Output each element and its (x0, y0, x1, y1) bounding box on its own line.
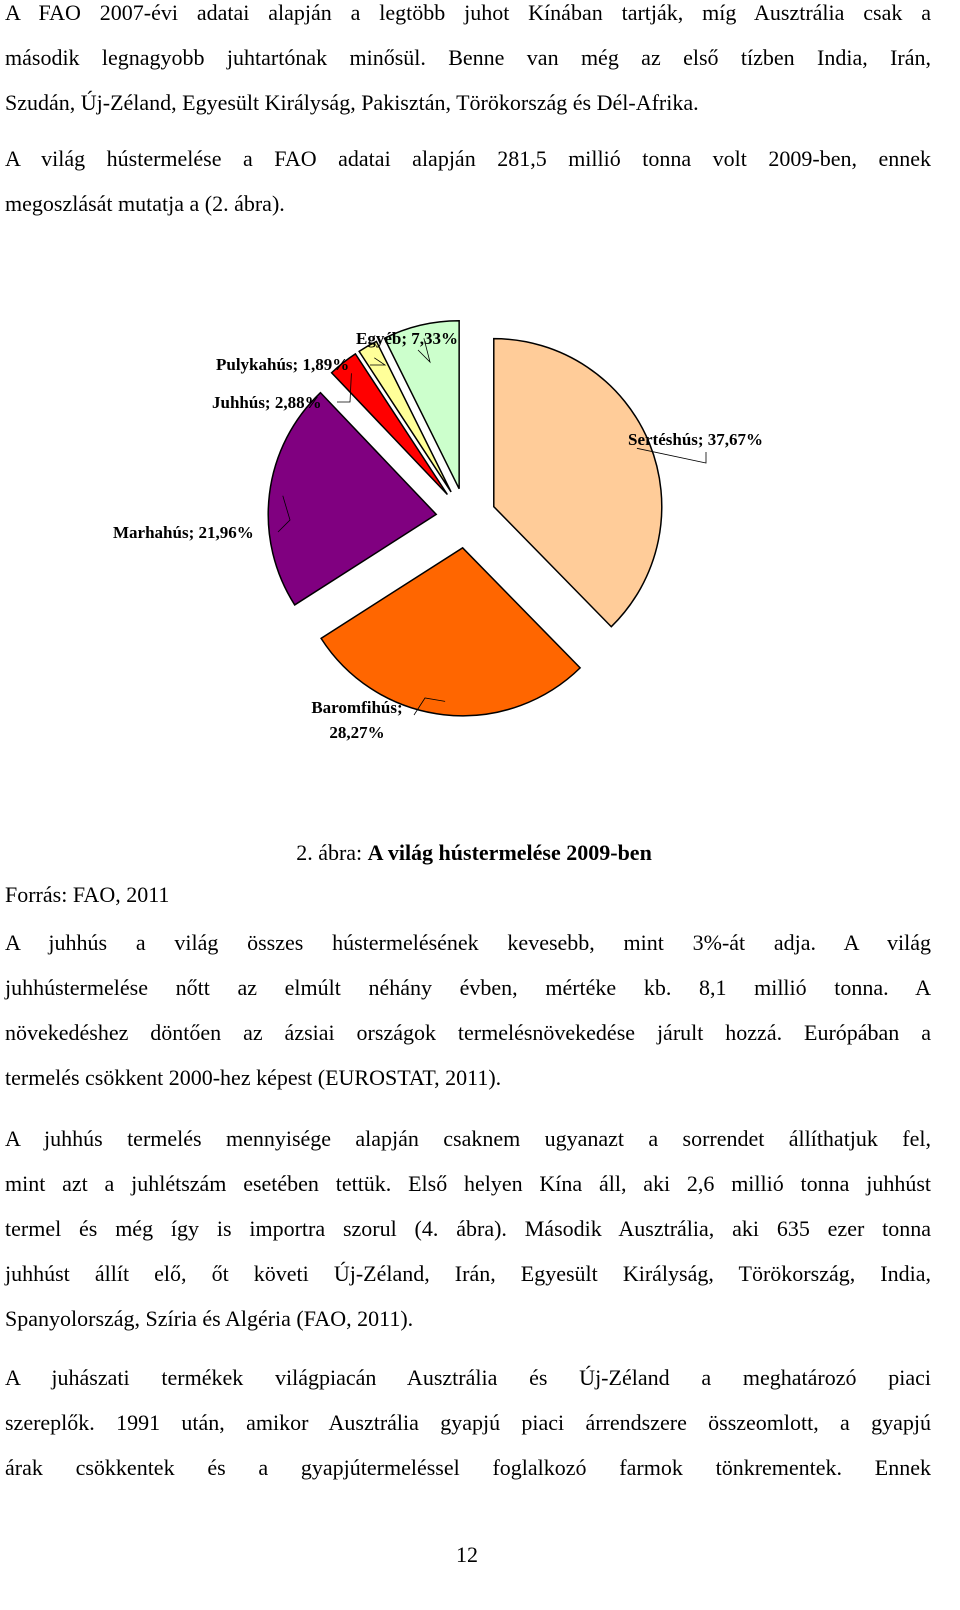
paragraph-world-market (5, 1355, 931, 1490)
text-line: megoszlását mutatja a (2. ábra). (5, 191, 285, 216)
pie-label-baromfihús: Baromfihús; (311, 698, 403, 717)
text-line: Szudán, Új-Zéland, Egyesült Királyság, Pakisztán, Törökország és Dél-Afrika. (5, 90, 699, 115)
pie-slices (268, 321, 662, 716)
text-line: Spanyolország, Szíria és Algéria (FAO, 2011). (5, 1306, 414, 1331)
meat-production-pie-chart (0, 300, 960, 760)
figure-caption (254, 840, 694, 866)
pie-slice-baromfihús (321, 548, 580, 716)
paragraph-sheep-stock (5, 0, 931, 125)
paragraph-lamb-ranking (5, 1116, 931, 1341)
caption-prefix: 2. ábra: (296, 840, 368, 865)
pie-label-baromfihús-value: 28,27% (329, 723, 385, 742)
text-line: A juhászati termékek világpiacán Ausztrália és Új-Zéland a meghatározó piaci (5, 1365, 931, 1390)
text-line: mint azt a juhlétszám esetében tettük. Első helyen Kína áll, aki 2,6 millió tonna juhhúst (5, 1171, 931, 1196)
paragraph-meat-production (5, 136, 931, 226)
caption-title: A világ hústermelése 2009-ben (367, 840, 652, 865)
text-line: juhhústermelése nőtt az elmúlt néhány évben, mértéke kb. 8,1 millió tonna. A (5, 975, 931, 1000)
pie-slice-sertéshús (494, 339, 662, 627)
text-line: növekedéshez döntően az ázsiai országok termelésnövekedése járult hozzá. Európában a (5, 1020, 931, 1045)
text-line: termel és még így is importra szorul (4. ábra). Második Ausztrália, aki 635 ezer tonna (5, 1216, 931, 1241)
text-line: termelés csökkent 2000-hez képest (EUROSTAT, 2011). (5, 1065, 502, 1090)
figure-source: Forrás: FAO, 2011 (5, 882, 170, 907)
page-number: 12 (456, 1542, 478, 1567)
text-line: szereplők. 1991 után, amikor Ausztrália gyapjú piaci árrendszere összeomlott, a gyapjú (5, 1410, 931, 1435)
text-line: A juhhús a világ összes hústermelésének kevesebb, mint 3%-át adja. A világ (5, 930, 931, 955)
text-line: A juhhús termelés mennyisége alapján csaknem ugyanazt a sorrendet állíthatjuk fel, (5, 1126, 931, 1151)
text-line: A FAO 2007-évi adatai alapján a legtöbb juhot Kínában tartják, míg Ausztrália csak a (5, 0, 931, 25)
text-line: juhhúst állít elő, őt követi Új-Zéland, Irán, Egyesült Királyság, Törökország, India, (5, 1261, 931, 1286)
pie-label-marhahús: Marhahús; 21,96% (113, 523, 254, 542)
pie-label-egyéb: Egyéb; 7,33% (356, 329, 458, 348)
text-line: második legnagyobb juhtartónak minősül. Benne van még az első tízben India, Irán, (5, 45, 931, 70)
paragraph-lamb-share (5, 920, 931, 1100)
text-line: A világ hústermelése a FAO adatai alapján 281,5 millió tonna volt 2009-ben, ennek (5, 146, 931, 171)
pie-label-juhhús: Juhhús; 2,88% (212, 393, 322, 412)
pie-label-pulykahús: Pulykahús; 1,89% (216, 355, 350, 374)
pie-label-sertéshús: Sertéshús; 37,67% (628, 430, 764, 449)
text-line: árak csökkentek és a gyapjútermeléssel foglalkozó farmok tönkrementek. Ennek (5, 1455, 931, 1480)
